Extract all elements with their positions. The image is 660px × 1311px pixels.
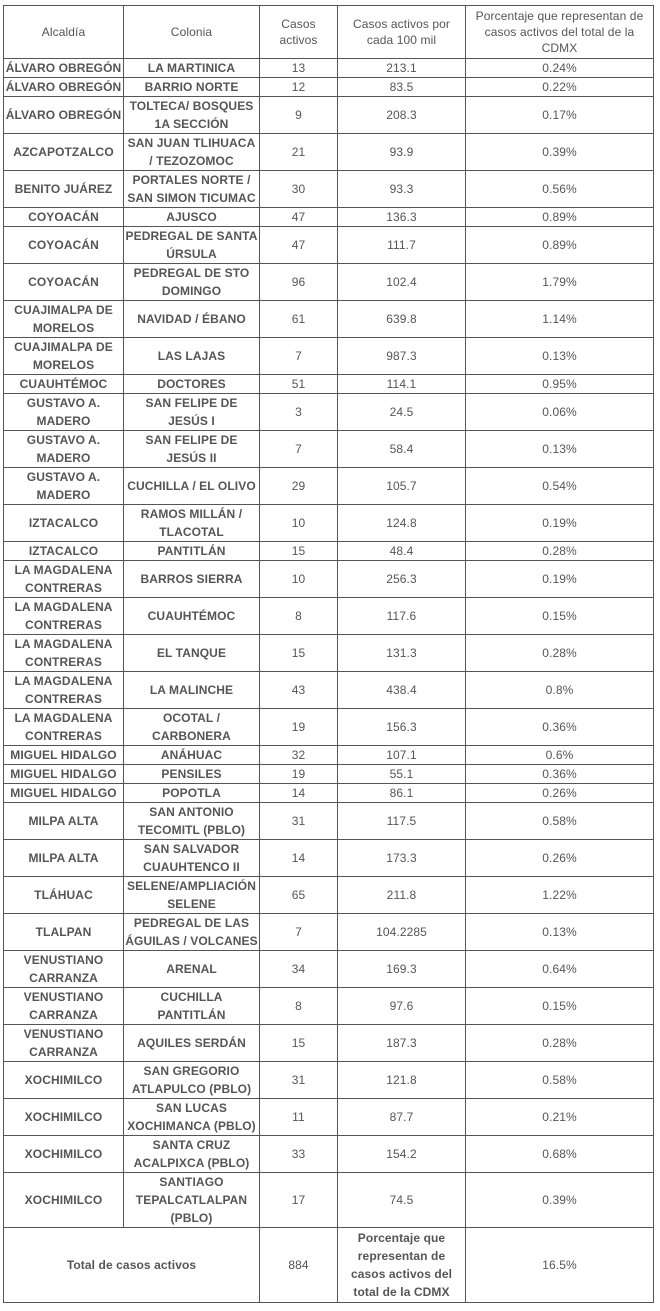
cell-casos-100mil: 93.9: [338, 134, 466, 171]
cell-casos-activos: 15: [260, 542, 338, 561]
table-row: [4, 988, 654, 1025]
table-row: [4, 505, 654, 542]
cell-alcaldia: MIGUEL HIDALGO: [4, 784, 124, 803]
cell-porcentaje: 0.22%: [466, 78, 654, 97]
cell-porcentaje: 0.28%: [466, 1025, 654, 1062]
cell-colonia: POPOTLA: [124, 784, 260, 803]
cell-casos-100mil: 102.4: [338, 264, 466, 301]
cell-alcaldia: MIGUEL HIDALGO: [4, 765, 124, 784]
table-row: [4, 1025, 654, 1062]
cell-porcentaje: 0.56%: [466, 171, 654, 208]
cell-casos-100mil: 156.3: [338, 709, 466, 746]
cell-alcaldia: COYOACÁN: [4, 264, 124, 301]
cell-alcaldia: LA MAGDALENA CONTRERAS: [4, 561, 124, 598]
cell-alcaldia: CUAJIMALPA DE MORELOS: [4, 338, 124, 375]
cell-alcaldia: XOCHIMILCO: [4, 1062, 124, 1099]
cell-alcaldia: IZTACALCO: [4, 505, 124, 542]
cell-casos-activos: 3: [260, 394, 338, 431]
cell-alcaldia: LA MAGDALENA CONTRERAS: [4, 709, 124, 746]
cell-alcaldia: CUAUHTÉMOC: [4, 375, 124, 394]
cell-casos-100mil: 987.3: [338, 338, 466, 375]
cell-porcentaje: 0.13%: [466, 431, 654, 468]
cell-colonia: CUAUHTÉMOC: [124, 598, 260, 635]
cell-casos-activos: 47: [260, 227, 338, 264]
cell-casos-100mil: 24.5: [338, 394, 466, 431]
cell-colonia: SANTA CRUZ ACALPIXCA (PBLO): [124, 1136, 260, 1173]
cell-casos-100mil: 104.2285: [338, 914, 466, 951]
cell-alcaldia: LA MAGDALENA CONTRERAS: [4, 598, 124, 635]
cell-casos-100mil: 117.6: [338, 598, 466, 635]
cell-casos-activos: 15: [260, 1025, 338, 1062]
table-row: [4, 375, 654, 394]
cell-casos-100mil: 438.4: [338, 672, 466, 709]
cell-porcentaje: 1.14%: [466, 301, 654, 338]
cell-colonia: BARROS SIERRA: [124, 561, 260, 598]
cell-alcaldia: GUSTAVO A. MADERO: [4, 431, 124, 468]
cell-alcaldia: AZCAPOTZALCO: [4, 134, 124, 171]
table-row: [4, 598, 654, 635]
cell-casos-activos: 33: [260, 1136, 338, 1173]
cell-casos-100mil: 107.1: [338, 746, 466, 765]
table-row: [4, 1136, 654, 1173]
header-row: [4, 6, 654, 59]
table-row: [4, 746, 654, 765]
cell-casos-100mil: 154.2: [338, 1136, 466, 1173]
cell-casos-activos: 7: [260, 914, 338, 951]
table-row: [4, 208, 654, 227]
cell-alcaldia: MIGUEL HIDALGO: [4, 746, 124, 765]
table-row: [4, 394, 654, 431]
cell-casos-activos: 9: [260, 97, 338, 134]
cell-alcaldia: ÁLVARO OBREGÓN: [4, 97, 124, 134]
cell-casos-100mil: 74.5: [338, 1173, 466, 1228]
cell-colonia: ARENAL: [124, 951, 260, 988]
cell-porcentaje: 0.24%: [466, 59, 654, 78]
cell-alcaldia: BENITO JUÁREZ: [4, 171, 124, 208]
cell-casos-100mil: 173.3: [338, 840, 466, 877]
cell-alcaldia: IZTACALCO: [4, 542, 124, 561]
cell-casos-100mil: 124.8: [338, 505, 466, 542]
cell-colonia: OCOTAL / CARBONERA: [124, 709, 260, 746]
cell-casos-100mil: 136.3: [338, 208, 466, 227]
cell-casos-100mil: 58.4: [338, 431, 466, 468]
cell-casos-100mil: 111.7: [338, 227, 466, 264]
cell-colonia: PORTALES NORTE / SAN SIMON TICUMAC: [124, 171, 260, 208]
cell-colonia: LA MALINCHE: [124, 672, 260, 709]
table-row: [4, 468, 654, 505]
cell-casos-100mil: 208.3: [338, 97, 466, 134]
cell-casos-activos: 14: [260, 840, 338, 877]
cell-casos-activos: 29: [260, 468, 338, 505]
cell-alcaldia: TLÁHUAC: [4, 877, 124, 914]
cell-alcaldia: VENUSTIANO CARRANZA: [4, 1025, 124, 1062]
cell-colonia: RAMOS MILLÁN / TLACOTAL: [124, 505, 260, 542]
cell-colonia: SAN ANTONIO TECOMITL (PBLO): [124, 803, 260, 840]
cell-porcentaje: 0.28%: [466, 542, 654, 561]
cell-casos-100mil: 169.3: [338, 951, 466, 988]
cell-casos-activos: 7: [260, 338, 338, 375]
table-row: [4, 542, 654, 561]
cell-casos-100mil: 55.1: [338, 765, 466, 784]
cell-colonia: PEDREGAL DE SANTA ÚRSULA: [124, 227, 260, 264]
table-row: [4, 59, 654, 78]
cell-casos-activos: 10: [260, 561, 338, 598]
cell-colonia: SAN FELIPE DE JESÚS II: [124, 431, 260, 468]
table-row: [4, 840, 654, 877]
cell-colonia: PEDREGAL DE LAS ÁGUILAS / VOLCANES: [124, 914, 260, 951]
cell-porcentaje: 0.13%: [466, 338, 654, 375]
cell-porcentaje: 0.64%: [466, 951, 654, 988]
cell-casos-activos: 47: [260, 208, 338, 227]
cell-porcentaje: 0.28%: [466, 635, 654, 672]
total-row: [4, 1228, 654, 1303]
cell-casos-activos: 13: [260, 59, 338, 78]
cell-casos-activos: 43: [260, 672, 338, 709]
cell-casos-activos: 61: [260, 301, 338, 338]
cell-colonia: TOLTECA/ BOSQUES 1A SECCIÓN: [124, 97, 260, 134]
cell-casos-100mil: 256.3: [338, 561, 466, 598]
header-casos-100mil: Casos activos por cada 100 mil: [338, 6, 466, 59]
total-porcentaje-label: Porcentaje que representan de casos activos del total de la CDMX: [338, 1228, 466, 1303]
cell-alcaldia: ÁLVARO OBREGÓN: [4, 78, 124, 97]
table-row: [4, 338, 654, 375]
cell-casos-100mil: 213.1: [338, 59, 466, 78]
cell-casos-activos: 34: [260, 951, 338, 988]
cell-porcentaje: 0.39%: [466, 134, 654, 171]
cell-porcentaje: 0.58%: [466, 1062, 654, 1099]
cell-casos-100mil: 105.7: [338, 468, 466, 505]
cell-porcentaje: 0.89%: [466, 208, 654, 227]
table-row: [4, 561, 654, 598]
cell-porcentaje: 0.17%: [466, 97, 654, 134]
table-row: [4, 635, 654, 672]
cell-casos-activos: 31: [260, 1062, 338, 1099]
total-label: Total de casos activos: [4, 1228, 260, 1303]
cell-alcaldia: VENUSTIANO CARRANZA: [4, 951, 124, 988]
cell-porcentaje: 0.58%: [466, 803, 654, 840]
cell-alcaldia: ÁLVARO OBREGÓN: [4, 59, 124, 78]
cell-colonia: NAVIDAD / ÉBANO: [124, 301, 260, 338]
cell-casos-activos: 8: [260, 598, 338, 635]
cell-casos-100mil: 87.7: [338, 1099, 466, 1136]
cell-casos-100mil: 93.3: [338, 171, 466, 208]
cell-casos-activos: 10: [260, 505, 338, 542]
table-row: [4, 877, 654, 914]
cell-porcentaje: 1.79%: [466, 264, 654, 301]
cell-casos-activos: 14: [260, 784, 338, 803]
table-row: [4, 1173, 654, 1228]
cell-casos-100mil: 48.4: [338, 542, 466, 561]
cell-casos-activos: 19: [260, 765, 338, 784]
cell-colonia: CUCHILLA / EL OLIVO: [124, 468, 260, 505]
cell-casos-100mil: 117.5: [338, 803, 466, 840]
cell-porcentaje: 0.19%: [466, 505, 654, 542]
cell-porcentaje: 0.26%: [466, 840, 654, 877]
cell-casos-activos: 12: [260, 78, 338, 97]
cell-colonia: PANTITLÁN: [124, 542, 260, 561]
cell-casos-100mil: 97.6: [338, 988, 466, 1025]
cell-casos-activos: 21: [260, 134, 338, 171]
cell-casos-activos: 8: [260, 988, 338, 1025]
cell-porcentaje: 0.68%: [466, 1136, 654, 1173]
table-row: [4, 765, 654, 784]
cell-casos-activos: 7: [260, 431, 338, 468]
cell-casos-100mil: 639.8: [338, 301, 466, 338]
table-footer: [4, 1228, 654, 1303]
cell-alcaldia: XOCHIMILCO: [4, 1136, 124, 1173]
cell-porcentaje: 0.15%: [466, 598, 654, 635]
cell-porcentaje: 0.13%: [466, 914, 654, 951]
table-row: [4, 951, 654, 988]
table-row: [4, 914, 654, 951]
header-casos-activos: Casos activos: [260, 6, 338, 59]
cell-casos-100mil: 83.5: [338, 78, 466, 97]
table-row: [4, 1062, 654, 1099]
cell-casos-activos: 17: [260, 1173, 338, 1228]
table-row: [4, 784, 654, 803]
table-row: [4, 97, 654, 134]
cell-alcaldia: GUSTAVO A. MADERO: [4, 394, 124, 431]
cell-casos-100mil: 187.3: [338, 1025, 466, 1062]
cell-porcentaje: 0.21%: [466, 1099, 654, 1136]
cell-porcentaje: 0.06%: [466, 394, 654, 431]
casos-activos-table: [3, 5, 654, 1303]
cell-alcaldia: CUAJIMALPA DE MORELOS: [4, 301, 124, 338]
header-alcaldia: Alcaldía: [4, 6, 124, 59]
cell-casos-100mil: 86.1: [338, 784, 466, 803]
cell-alcaldia: LA MAGDALENA CONTRERAS: [4, 635, 124, 672]
cell-colonia: DOCTORES: [124, 375, 260, 394]
table-row: [4, 134, 654, 171]
cell-colonia: AQUILES SERDÁN: [124, 1025, 260, 1062]
cell-alcaldia: XOCHIMILCO: [4, 1173, 124, 1228]
cell-casos-activos: 32: [260, 746, 338, 765]
cell-casos-activos: 65: [260, 877, 338, 914]
table-row: [4, 803, 654, 840]
cell-porcentaje: 0.36%: [466, 765, 654, 784]
cell-alcaldia: LA MAGDALENA CONTRERAS: [4, 672, 124, 709]
cell-porcentaje: 0.8%: [466, 672, 654, 709]
cell-colonia: EL TANQUE: [124, 635, 260, 672]
table-row: [4, 1099, 654, 1136]
cell-colonia: LAS LAJAS: [124, 338, 260, 375]
table-row: [4, 301, 654, 338]
header-colonia: Colonia: [124, 6, 260, 59]
table-header: [4, 6, 654, 59]
cell-colonia: SELENE/AMPLIACIÓN SELENE: [124, 877, 260, 914]
cell-casos-activos: 19: [260, 709, 338, 746]
cell-alcaldia: XOCHIMILCO: [4, 1099, 124, 1136]
cell-colonia: BARRIO NORTE: [124, 78, 260, 97]
cell-casos-100mil: 121.8: [338, 1062, 466, 1099]
table-row: [4, 264, 654, 301]
total-porcentaje: 16.5%: [466, 1228, 654, 1303]
cell-alcaldia: MILPA ALTA: [4, 803, 124, 840]
cell-casos-activos: 11: [260, 1099, 338, 1136]
cell-casos-100mil: 114.1: [338, 375, 466, 394]
cell-alcaldia: COYOACÁN: [4, 208, 124, 227]
cell-colonia: PEDREGAL DE STO DOMINGO: [124, 264, 260, 301]
cell-porcentaje: 0.6%: [466, 746, 654, 765]
table-row: [4, 171, 654, 208]
cell-porcentaje: 0.95%: [466, 375, 654, 394]
table-row: [4, 431, 654, 468]
cell-porcentaje: 0.19%: [466, 561, 654, 598]
cell-porcentaje: 0.54%: [466, 468, 654, 505]
cell-alcaldia: GUSTAVO A. MADERO: [4, 468, 124, 505]
total-casos: 884: [260, 1228, 338, 1303]
cell-colonia: SAN LUCAS XOCHIMANCA (PBLO): [124, 1099, 260, 1136]
table-row: [4, 78, 654, 97]
cell-colonia: SAN FELIPE DE JESÚS I: [124, 394, 260, 431]
header-porcentaje: Porcentaje que representan de casos activos del total de la CDMX: [466, 6, 654, 59]
cell-casos-activos: 30: [260, 171, 338, 208]
cell-casos-activos: 31: [260, 803, 338, 840]
table-row: [4, 672, 654, 709]
cell-casos-activos: 51: [260, 375, 338, 394]
cell-casos-100mil: 211.8: [338, 877, 466, 914]
cell-colonia: CUCHILLA PANTITLÁN: [124, 988, 260, 1025]
cell-casos-activos: 15: [260, 635, 338, 672]
cell-porcentaje: 1.22%: [466, 877, 654, 914]
cell-alcaldia: TLALPAN: [4, 914, 124, 951]
cell-porcentaje: 0.15%: [466, 988, 654, 1025]
cell-casos-100mil: 131.3: [338, 635, 466, 672]
table-row: [4, 227, 654, 264]
table-row: [4, 709, 654, 746]
cell-porcentaje: 0.89%: [466, 227, 654, 264]
cell-alcaldia: MILPA ALTA: [4, 840, 124, 877]
table-body: [4, 59, 654, 1228]
cell-porcentaje: 0.26%: [466, 784, 654, 803]
cell-alcaldia: VENUSTIANO CARRANZA: [4, 988, 124, 1025]
cell-porcentaje: 0.36%: [466, 709, 654, 746]
cell-colonia: SANTIAGO TEPALCATLALPAN (PBLO): [124, 1173, 260, 1228]
cell-colonia: AJUSCO: [124, 208, 260, 227]
cell-porcentaje: 0.39%: [466, 1173, 654, 1228]
cell-colonia: SAN SALVADOR CUAUHTENCO II: [124, 840, 260, 877]
cell-colonia: ANÁHUAC: [124, 746, 260, 765]
cell-colonia: PENSILES: [124, 765, 260, 784]
cell-colonia: SAN GREGORIO ATLAPULCO (PBLO): [124, 1062, 260, 1099]
cell-colonia: SAN JUAN TLIHUACA / TEZOZOMOC: [124, 134, 260, 171]
cell-casos-activos: 96: [260, 264, 338, 301]
cell-alcaldia: COYOACÁN: [4, 227, 124, 264]
cell-colonia: LA MARTINICA: [124, 59, 260, 78]
